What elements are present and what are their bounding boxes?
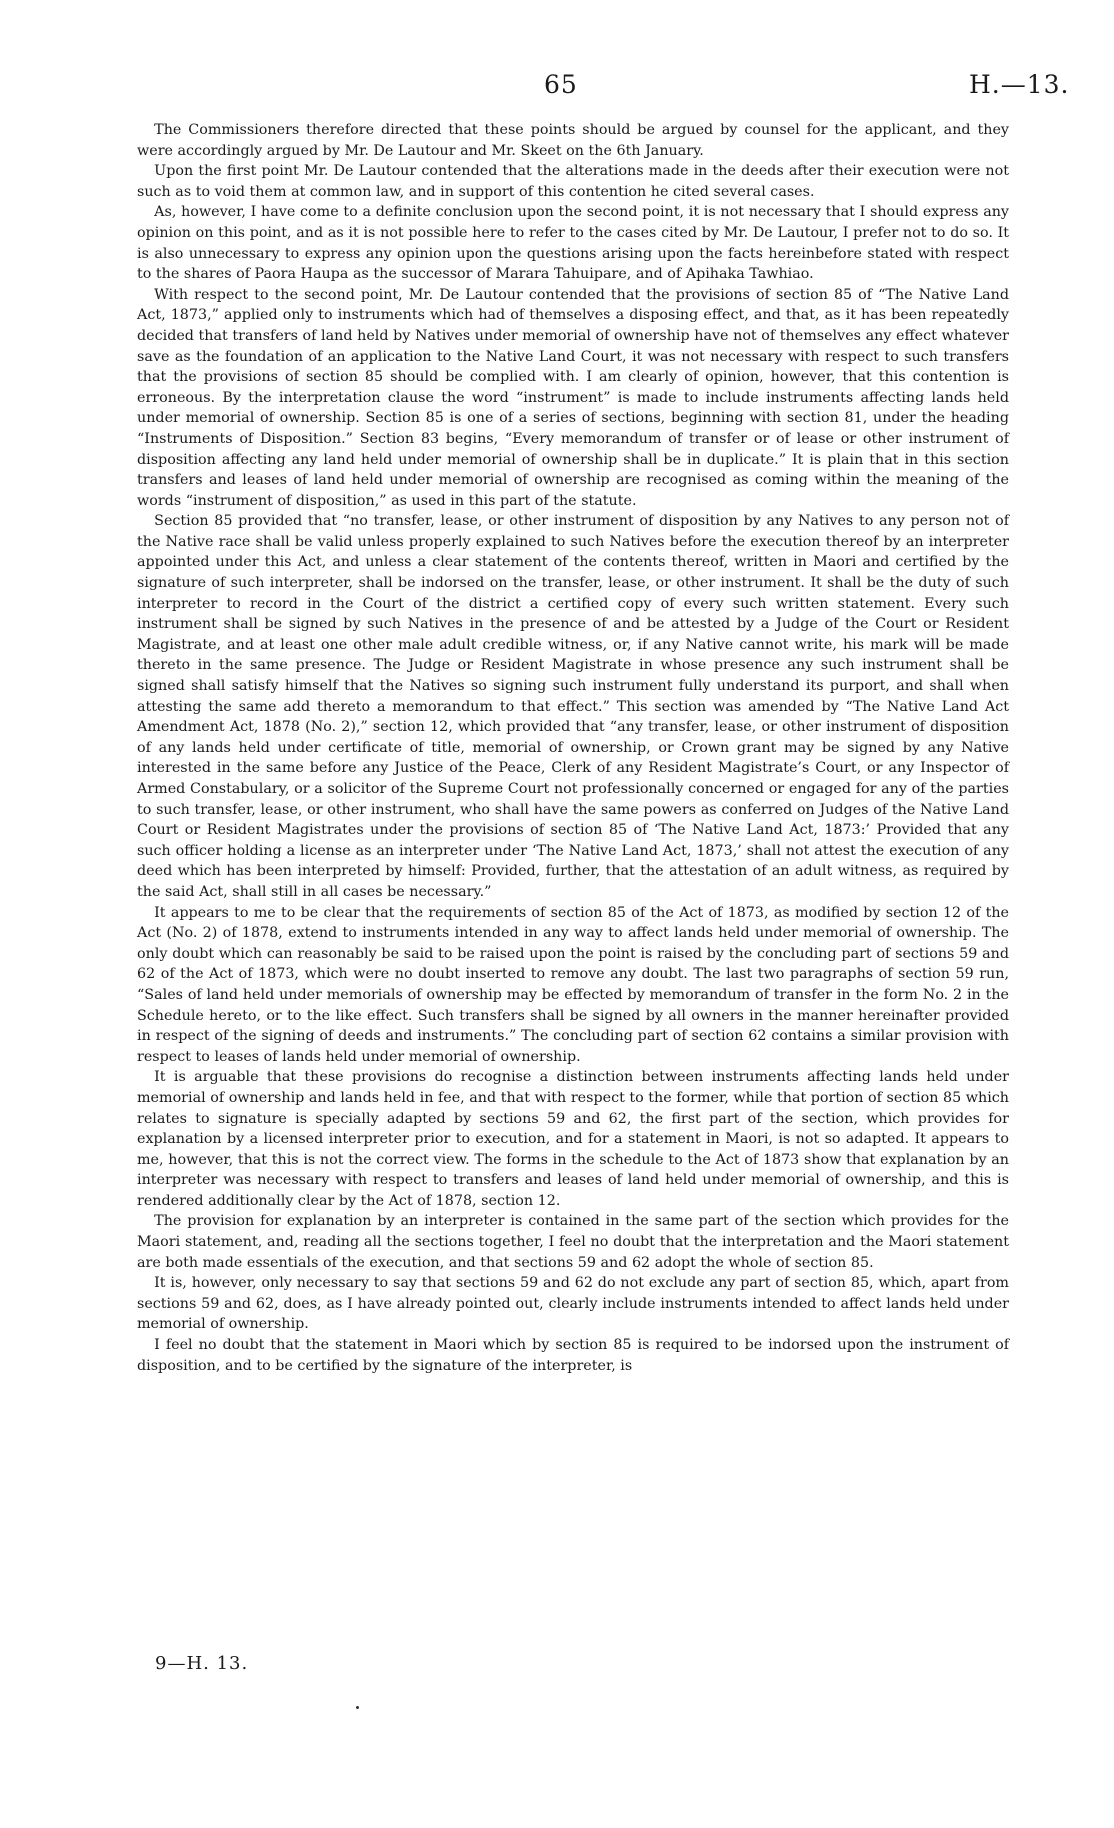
paragraph: It appears to me to be clear that the requirements of section 85 of the Act of 1873, as modified by section 12 of the Act (No. 2) of 1878, extend to instruments intended in any way to affect lands held under memorial of ownership. The only doubt which can reasonably be said to be raised upon the point is raised by the concluding part of sections 59 and 62 of the Act of 1873, which were no doubt inserted to remove any doubt. The last two paragraphs of section 59 run, “Sales of land held under memorials of ownership may be effected by memorandum of transfer in the form No. 2 in the Schedule hereto, or to the like effect. Such transfers shall be signed by all owners in the manner hereinafter provided in respect of the signing of deeds and instruments.” The concluding part of section 62 contains a similar provision with respect to leases of lands held under memorial of ownership.	[137, 904, 1009, 1065]
stray-ink-dot	[356, 1706, 359, 1709]
paragraph: The Commissioners therefore directed that these points should be argued by counsel for the applicant, and they were accordingly argued by Mr. De Lautour and Mr. Skeet on the 6th January.	[137, 122, 1009, 159]
paragraph: The provision for explanation by an interpreter is contained in the same part of the section which provides for the Maori statement, and, reading all the sections together, I feel no doubt that the interpretation and the Maori statement are both made essentials of the execution, and that sections 59 and 62 adopt the whole of section 85.	[137, 1213, 1009, 1271]
paragraph: I feel no doubt that the statement in Maori which by section 85 is required to be indorsed upon the instrument of disposition, and to be certified by the signature of the interpreter, is	[137, 1337, 1009, 1374]
paragraph: Upon the first point Mr. De Lautour contended that the alterations made in the deeds after their execution were not such as to void them at common law, and in support of this contention he cited several cases.	[137, 163, 1009, 200]
paragraph: It is, however, only necessary to say that sections 59 and 62 do not exclude any part of section 85, which, apart from sections 59 and 62, does, as I have already pointed out, clearly include instruments intended to affect lands held under memorial of ownership.	[137, 1275, 1009, 1333]
signature-mark: 9—H. 13.	[155, 1653, 249, 1674]
document-body	[137, 120, 1009, 1376]
page-reference: H.—13.	[969, 70, 1070, 99]
paragraph: It is arguable that these provisions do recognise a distinction between instruments affecting lands held under memorial of ownership and lands held in fee, and that with respect to the former, while that portion of section 85 which relates to signature is specially adapted by sections 59 and 62, the first part of the section, which provides for explanation by a licensed interpreter prior to execution, and for a statement in Maori, is not so adapted. It appears to me, however, that this is not the correct view. The forms in the schedule to the Act of 1873 show that explanation by an interpreter was necessary with respect to transfers and leases of land held under memorial of ownership, and this is rendered additionally clear by the Act of 1878, section 12.	[137, 1069, 1009, 1209]
paragraph: Section 85 provided that “no transfer, lease, or other instrument of disposition by any Natives to any person not of the Native race shall be valid unless properly explained to such Natives before the execution thereof by an interpreter appointed under this Act, and unless a clear statement of the contents thereof, written in Maori and certified by the signature of such interpreter, shall be indorsed on the transfer, lease, or other instrument. It shall be the duty of such interpreter to record in the Court of the district a certified copy of every such written statement. Every such instrument shall be signed by such Natives in the presence of and be attested by a Judge of the Court or Resident Magistrate, and at least one other male adult credible witness, or, if any Native cannot write, his mark will be made thereto in the same presence. The Judge or Resident Magistrate in whose presence any such instrument shall be signed shall satisfy himself that the Natives so signing such instrument fully understand its purport, and shall when attesting the same add thereto a memorandum to that effect.” This section was amended by “The Native Land Act Amendment Act, 1878 (No. 2),” section 12, which provided that “any transfer, lease, or other instrument of disposition of any lands held under certificate of title, memorial of ownership, or Crown grant may be signed by any Native interested in the same before any Justice of the Peace, Clerk of any Resident Magistrate’s Court, or any Inspector of Armed Constabulary, or a solicitor of the Supreme Court not professionally concerned or engaged for any of the parties to such transfer, lease, or other instrument, who shall have the same powers as conferred on Judges of the Native Land Court or Resident Magistrates under the provisions of section 85 of ‘The Native Land Act, 1873:’ Provided that any such officer holding a license as an interpreter under ‘The Native Land Act, 1873,’ shall not attest the execution of any deed which has been interpreted by himself: Provided, further, that the attestation of an adult witness, as required by the said Act, shall still in all cases be necessary.”	[137, 513, 1009, 900]
paragraph: As, however, I have come to a definite conclusion upon the second point, it is not necessary that I should express any opinion on this point, and as it is not possible here to refer to the cases cited by Mr. De Lautour, I prefer not to do so. It is also unnecessary to express any opinion upon the questions arising upon the facts hereinbefore stated with respect to the shares of Paora Haupa as the successor of Marara Tahuipare, and of Apihaka Tawhiao.	[137, 204, 1009, 283]
page-number: 65	[544, 70, 578, 99]
paragraph: With respect to the second point, Mr. De Lautour contended that the provisions of section 85 of “The Native Land Act, 1873,” applied only to instruments which had of themselves a disposing effect, and that, as it has been repeatedly decided that transfers of land held by Natives under memorial of ownership have not of themselves any effect whatever save as the foundation of an application to the Native Land Court, it was not necessary with respect to such transfers that the provisions of section 85 should be complied with. I am clearly of opinion, however, that this contention is erroneous. By the interpretation clause the word “instrument” is made to include instruments affecting lands held under memorial of ownership. Section 85 is one of a series of sections, beginning with section 81, under the heading “Instruments of Disposition.” Section 83 begins, “Every memorandum of transfer or of lease or other instrument of disposition affecting any land held under memorial of ownership shall be in duplicate.” It is plain that in this section transfers and leases of land held under memorial of ownership are recognised as coming within the meaning of the words “instrument of disposition,” as used in this part of the statute.	[137, 286, 1009, 509]
